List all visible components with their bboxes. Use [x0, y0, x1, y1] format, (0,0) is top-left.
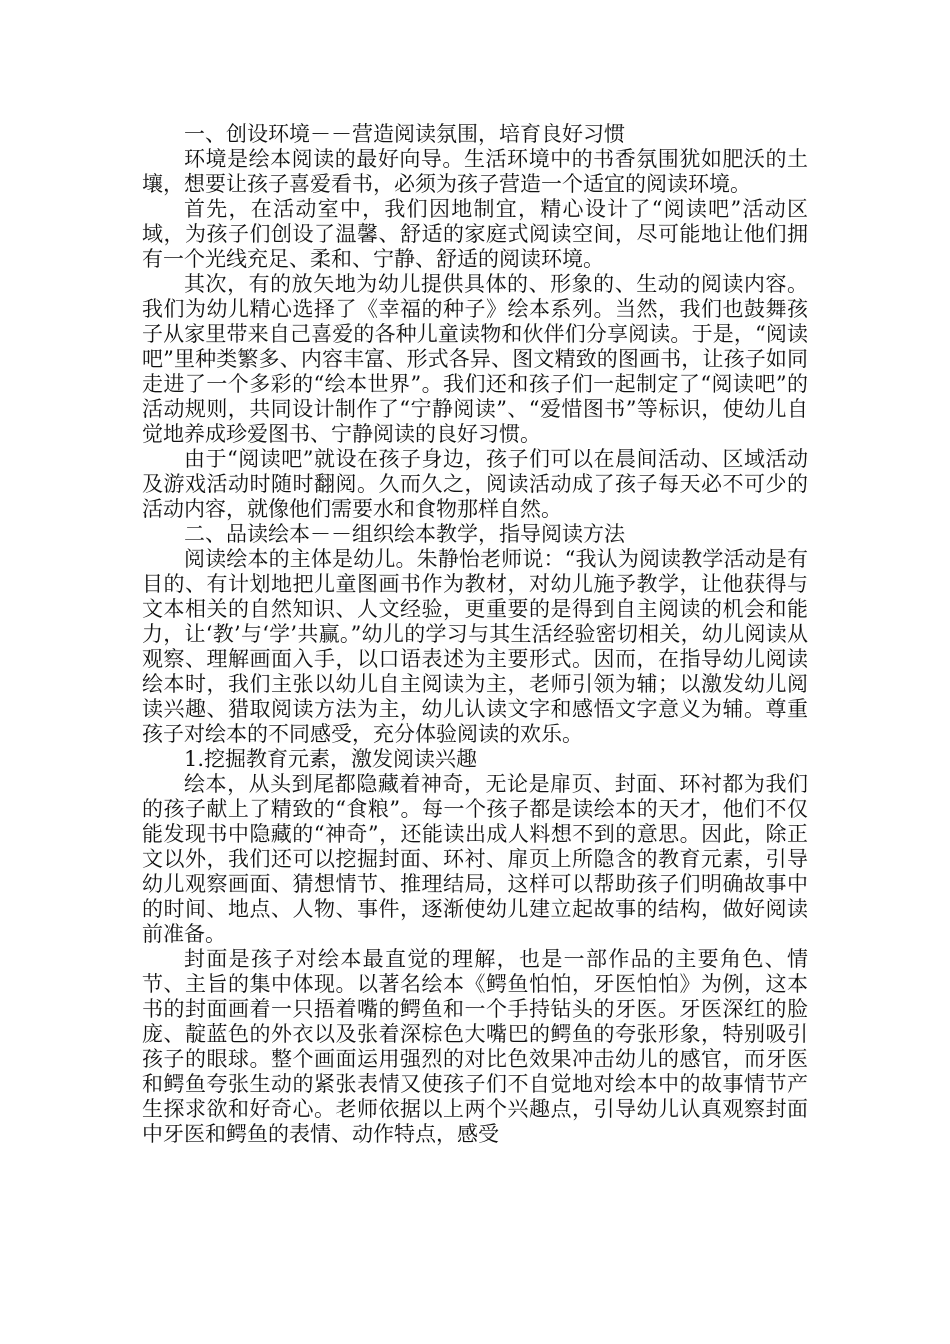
section-heading-1: 一、创设环境－－营造阅读氛围，培育良好习惯: [184, 122, 625, 146]
body-paragraph: 由于“阅读吧”就设在孩子身边，孩子们可以在晨间活动、区域活动及游戏活动时随时翻阅。久而久之，阅读活动成了孩子每天必不可少的活动内容，就像他们需要水和食物那样自然。: [142, 447, 808, 521]
body-paragraph: 绘本，从头到尾都隐藏着神奇，无论是扉页、封面、环衬都为我们的孩子献上了精致的“食粮”。每一个孩子都是读绘本的天才，他们不仅能发现书中隐藏的“神奇”，还能读出成人料想不到的意思。因此，除正文以外，我们还可以挖掘封面、环衬、扉页上所隐含的教育元素，引导幼儿观察画面、猜想情节、推理结局，这样可以帮助孩子们明确故事中的时间、地点、人物、事件，逐渐使幼儿建立起故事的结构，做好阅读前准备。: [142, 772, 808, 946]
body-paragraph: 封面是孩子对绘本最直觉的理解，也是一部作品的主要角色、情节、主旨的集中体现。以著名绘本《鳄鱼怕怕，牙医怕怕》为例，这本书的封面画着一只捂着嘴的鳄鱼和一个手持钻头的牙医。牙医深红的脸庞、靛蓝色的外衣以及张着深棕色大嘴巴的鳄鱼的夸张形象，特别吸引孩子的眼球。整个画面运用强烈的对比色效果冲击幼儿的感官，而牙医和鳄鱼夸张生动的紧张表情又使孩子们不自觉地对绘本中的故事情节产生探求欲和好奇心。老师依据以上两个兴趣点，引导幼儿认真观察封面中牙医和鳄鱼的表情、动作特点，感受: [142, 947, 808, 1146]
body-paragraph: 环境是绘本阅读的最好向导。生活环境中的书香氛围犹如肥沃的土壤，想要让孩子喜爱看书，必须为孩子营造一个适宜的阅读环境。: [142, 147, 808, 196]
section-heading-2: 二、品读绘本－－组织绘本教学，指导阅读方法: [184, 522, 625, 546]
subsection-heading-1: 1.挖掘教育元素，激发阅读兴趣: [184, 747, 478, 771]
body-paragraph: 其次，有的放矢地为幼儿提供具体的、形象的、生动的阅读内容。我们为幼儿精心选择了《幸福的种子》绘本系列。当然，我们也鼓舞孩子从家里带来自己喜爱的各种儿童读物和伙伴们分享阅读。于是，“阅读吧”里种类繁多、内容丰富、形式各异、图文精致的图画书，让孩子如同走进了一个多彩的“绘本世界”。我们还和孩子们一起制定了“阅读吧”的活动规则，共同设计制作了“宁静阅读”、“爱惜图书”等标识，使幼儿自觉地养成珍爱图书、宁静阅读的良好习惯。: [142, 272, 808, 446]
body-paragraph: 首先，在活动室中，我们因地制宜，精心设计了“阅读吧”活动区域，为孩子们创设了温馨、舒适的家庭式阅读空间，尽可能地让他们拥有一个光线充足、柔和、宁静、舒适的阅读环境。: [142, 197, 808, 271]
body-paragraph: 阅读绘本的主体是幼儿。朱静怡老师说：“我认为阅读教学活动是有目的、有计划地把儿童图画书作为教材，对幼儿施予教学，让他获得与文本相关的自然知识、人文经验，更重要的是得到自主阅读的机会和能力，让‘教’与‘学’共赢。”幼儿的学习与其生活经验密切相关，幼儿阅读从观察、理解画面入手，以口语表述为主要形式。因而，在指导幼儿阅读绘本时，我们主张以幼儿自主阅读为主，老师引领为辅；以激发幼儿阅读兴趣、猎取阅读方法为主，幼儿认读文字和感悟文字意义为辅。尊重孩子对绘本的不同感受，充分体验阅读的欢乐。: [142, 547, 808, 746]
document-body: [142, 122, 808, 1147]
